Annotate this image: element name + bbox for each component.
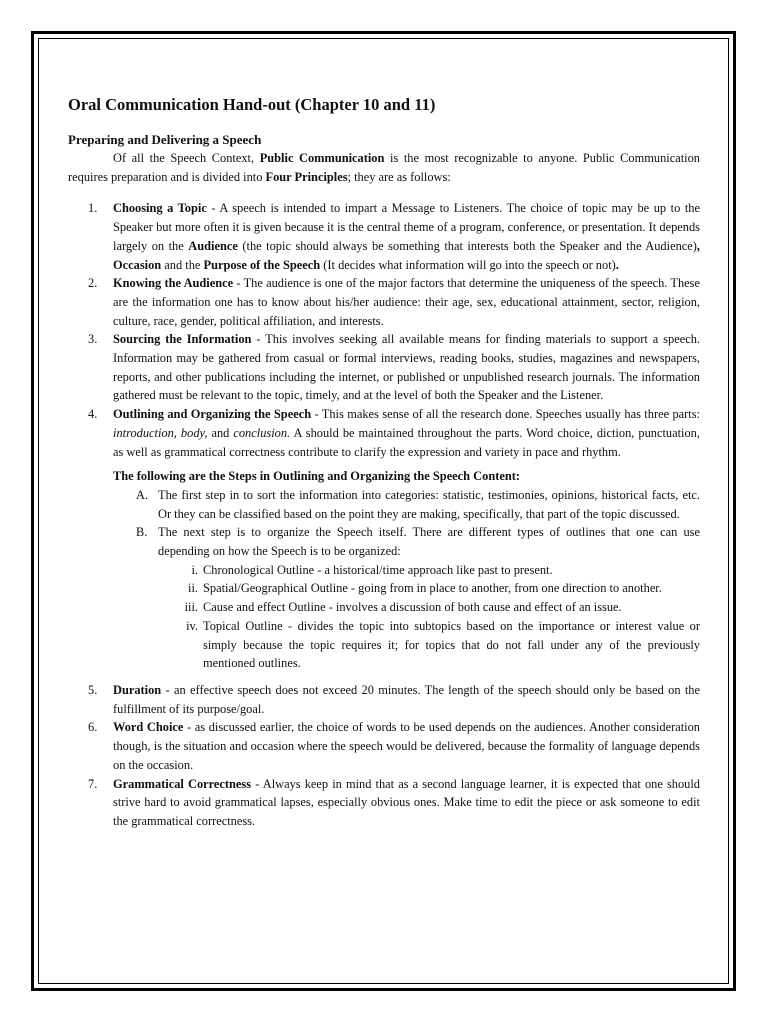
item-number: 2.	[88, 276, 98, 291]
item-term: Outlining and Organizing the Speech	[113, 407, 312, 422]
list-item	[68, 775, 700, 831]
step-item	[68, 523, 700, 560]
item-term: Knowing the Audience	[113, 276, 234, 291]
spacer	[68, 673, 700, 681]
outline-type-item	[68, 598, 700, 617]
outline-type-item	[68, 617, 700, 673]
item-italic: introduction, body,	[113, 425, 208, 440]
item-bold: Audience	[188, 238, 238, 253]
steps-list	[68, 486, 700, 561]
item-text: and the	[161, 257, 204, 272]
step-letter: B.	[136, 525, 148, 540]
outline-types-list	[68, 561, 700, 673]
item-text: (the topic should always be something that interests both the Speaker and the Audience)	[237, 238, 697, 253]
item-number: 5.	[88, 682, 98, 697]
intro-paragraph	[68, 149, 700, 186]
item-number: 7.	[88, 776, 98, 791]
item-italic: conclusion.	[233, 425, 291, 440]
outline-type-text: Spatial/Geographical Outline - going from in place to another, from one direction to another.	[203, 581, 662, 596]
item-term: Word Choice	[113, 720, 184, 735]
item-text: - A speech is intended to impart a Message to Listeners. The choice of topic may be up to the Speaker but more often it is given because it is the central theme of a program, conference, or presentation. It depends largely on the	[113, 201, 700, 253]
section-heading: Preparing and Delivering a Speech	[68, 132, 262, 147]
step-text: The next step is to organize the Speech itself. There are different types of outlines that one can use depending on how the Speech is to be organized:	[158, 525, 700, 559]
item-text: - This involves seeking all available means for finding materials to support a speech. Information may be gathered from casual or formal interviews, reading books, studies, magazines and newspapers, reports, and other publications including the internet, or published or unpublished research journals. The information gathered must be relevant to the topic, timely, and at the level of both the Speaker and the Listener.	[113, 332, 700, 403]
principles-list-continued	[68, 681, 700, 831]
item-text: - This makes sense of all the research done. Speeches usually has three parts:	[311, 407, 700, 422]
item-term: Choosing a Topic	[113, 201, 207, 216]
roman-numeral: iii.	[184, 600, 198, 615]
step-item	[68, 486, 700, 523]
item-bold: Purpose of the Speech	[203, 257, 321, 272]
steps-heading: The following are the Steps in Outlining and Organizing the Speech Content:	[113, 469, 520, 484]
item-bold: .	[615, 257, 619, 272]
outline-type-text: Cause and effect Outline - involves a discussion of both cause and effect of an issue.	[203, 600, 622, 615]
intro-text: is the most recognizable to anyone. Public Communication requires preparation and is divided into	[68, 151, 700, 184]
intro-text: ; they are as follows:	[347, 169, 451, 184]
item-term: Sourcing the Information	[113, 332, 252, 347]
roman-numeral: i.	[191, 562, 198, 577]
item-bold: , Occasion	[113, 238, 700, 272]
outline-type-item	[68, 561, 700, 580]
item-number: 1.	[88, 201, 98, 216]
item-text: A should be maintained throughout the parts. Word choice, diction, punctuation, as well as grammatical correctness contribute to clarify the expression and variety in pace and rhythm.	[113, 425, 700, 459]
roman-numeral: iv.	[186, 618, 198, 633]
list-item	[68, 718, 700, 774]
item-text: - as discussed earlier, the choice of words to be used depends on the audiences. Another consideration though, is the situation and occasion where the speech would be delivered, because the formality of language depends on the occasion.	[113, 720, 700, 772]
outline-type-text: Topical Outline - divides the topic into subtopics based on the importance or interest value or simply because the topic requires it; for topics that do not fall under any of the previously mentioned outlines.	[203, 618, 700, 671]
outline-type-item	[68, 579, 700, 598]
item-term: Duration	[113, 682, 162, 697]
list-item	[68, 330, 700, 405]
item-text: - The audience is one of the major factors that determine the uniqueness of the speech. These are the information one has to know about his/her audience: their age, sex, educational attainment, sector, religion, culture, race, gender, political affiliation, and interests.	[113, 276, 701, 328]
item-text: - an effective speech does not exceed 20 minutes. The length of the speech should only be based on the fulfillment of its purpose/goal.	[113, 682, 700, 716]
step-letter: A.	[136, 487, 149, 502]
item-term: Grammatical Correctness	[113, 776, 252, 791]
item-number: 6.	[88, 720, 98, 735]
step-text: The first step in to sort the information into categories: statistic, testimonies, opinions, historical facts, etc. Or they can be classified based on the point they are making, specifically, that part of the topic discussed.	[158, 487, 700, 521]
list-item	[68, 405, 700, 461]
list-item	[68, 199, 700, 274]
intro-bold: Public Communication	[259, 151, 385, 165]
document-body	[68, 95, 700, 831]
list-item	[68, 681, 700, 718]
item-text: (It decides what information will go into the speech or not)	[320, 257, 616, 272]
outline-type-text: Chronological Outline - a historical/time approach like past to present.	[203, 562, 553, 577]
roman-numeral: ii.	[188, 581, 198, 596]
document-title: Oral Communication Hand-out (Chapter 10 and 11)	[68, 95, 436, 114]
item-number: 3.	[88, 332, 98, 347]
item-text: - Always keep in mind that as a second language learner, it is expected that one should strive hard to avoid grammatical lapses, especially obvious ones. Make time to edit the piece or ask someone to edit the grammatical correctness.	[113, 776, 700, 828]
intro-text: Of all the Speech Context,	[113, 151, 260, 165]
item-text: and	[207, 425, 234, 440]
list-item	[68, 274, 700, 330]
intro-bold: Four Principles	[265, 169, 348, 184]
item-number: 4.	[88, 407, 98, 422]
principles-list	[68, 199, 700, 461]
